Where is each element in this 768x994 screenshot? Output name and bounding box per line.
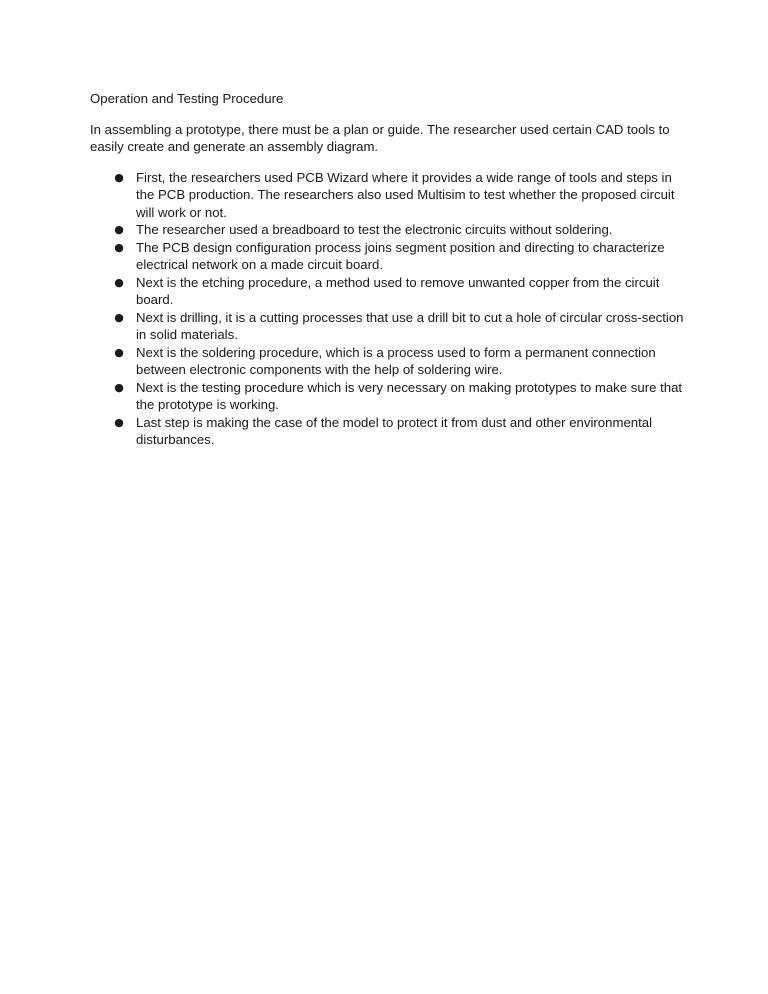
bullet-dot-icon: ● [114, 310, 124, 324]
list-item-text: Next is the etching procedure, a method used to remove unwanted copper from the circuit board. [136, 274, 660, 307]
list-item-text: Next is drilling, it is a cutting processes that use a drill bit to cut a hole of circular cross-section in solid materials. [136, 309, 684, 342]
bullet-dot-icon: ● [114, 223, 124, 236]
bullet-dot-icon: ● [114, 170, 124, 184]
list-item [90, 239, 690, 274]
bullet-dot-icon: ● [114, 380, 124, 394]
list-item-text: Last step is making the case of the model to protect it from dust and other environmental disturbances. [136, 414, 653, 447]
intro-paragraph: In assembling a prototype, there must be a plan or guide. The researcher used certain CAD tools to easily create and generate an assembly diagram. [90, 121, 670, 154]
list-item-text: First, the researchers used PCB Wizard where it provides a wide range of tools and steps in the PCB production. The researchers also used Multisim to test whether the proposed circuit will work or not. [136, 169, 675, 220]
bullet-dot-icon: ● [114, 275, 124, 289]
list-item [90, 414, 690, 449]
section-heading: Operation and Testing Procedure [90, 91, 284, 106]
list-item-text: Next is the testing procedure which is very necessary on making prototypes to make sure that the prototype is working. [136, 379, 683, 412]
document-body [90, 90, 690, 449]
list-item [90, 379, 690, 414]
list-item [90, 309, 690, 344]
list-item-text: The PCB design configuration process joins segment position and directing to characterize electrical network on a made circuit board. [136, 239, 665, 272]
list-item [90, 274, 690, 309]
list-item [90, 221, 690, 239]
list-item-text: Next is the soldering procedure, which is a process used to form a permanent connection between electronic components with the help of soldering wire. [136, 344, 656, 377]
list-item [90, 344, 690, 379]
bullet-dot-icon: ● [114, 345, 124, 359]
bullet-dot-icon: ● [114, 415, 124, 429]
list-item [90, 169, 690, 222]
procedure-steps-list [90, 169, 690, 449]
bullet-dot-icon: ● [114, 240, 124, 254]
list-item-text: The researcher used a breadboard to test the electronic circuits without soldering. [136, 222, 613, 237]
